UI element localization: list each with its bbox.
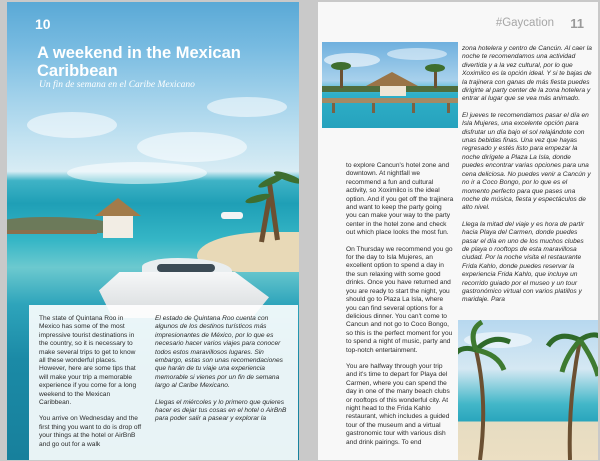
paragraph: On Thursday we recommend you go for the day to Isla Mujeres, an excellent option to spend a day in the sun relaxing with some good drinks. Once you have returned and you are ready to start the night, you should go to Plaza La Isla, where you can find several options for a delicious dinner. You can't come to Cancun and not go to Coco Bongo, so this is the perfect moment for you to spend a night of music, party and top-notch entertainment. <box>346 245 453 354</box>
article-subtitle: Un fin de semana en el Caribe Mexicano <box>39 80 195 90</box>
paragraph: The state of Quintana Roo in Mexico has some of the most impressive tourist destinations in the country, so it is necessary to make several trips to get to know all these wonderful places. However, here are some tips that will make your trip a memorable experience if you come for a long weekend to the Mexican Caribbean. <box>39 315 137 407</box>
paragraph: El jueves te recomendamos pasar el día en Isla Mujeres, una excelente opción para disfrutar un día bajo el sol relajándote con unas bebidas finas. Una vez que hayas regresado y estés listo para empezar la noche dirígete a Plaza La Isla, donde puedes encontrar varias opciones para una cena deliciosa. No puedes venir a Cancún y no ir a Coco Bongo, por lo que es el momento perfecto para que pases una noche de música, fiesta y espectáculos de alto nivel. <box>462 111 591 212</box>
paragraph: You are halfway through your trip and it's time to depart for Playa del Carmen, where you can spend the day in one of the many beach clubs or rooftops of this wonderful city. At night head to the Frida Kahlo restaurant, which includes a guided tour of the museum and a virtual gastronomic tour with various dish and drink pairings. To end <box>346 362 450 446</box>
paragraph: You arrive on Wednesday and the first thing you want to do is drop off your things at the hotel or AirBnB and go out for a walk <box>39 415 142 448</box>
paragraph: El estado de Quintana Roo cuenta con algunos de los destinos turísticos más impresionantes de México, por lo que es necesario hacer varios viajes para conocer todos estos maravillosos lugares. Sin embargo, estas son unas recomendaciones que harán de tu viaje una experiencia memorable si vienes por un fin de semana largo al Caribe Mexicano. <box>155 315 283 390</box>
page-number: 11 <box>570 16 584 31</box>
paragraph: zona hotelera y centro de Cancún. Al caer la noche te recomendamos una actividad divertida y a la vez cultural, por lo que Xoximilco es la opción ideal. Y si te bajas de la trajinera con ganas de más fiesta puedes dirigirte al party center de la zona hotelera y entrar al lugar que se vea más animado. <box>462 45 592 103</box>
paragraph: Llega la mitad del viaje y es hora de partir hacia Playa del Carmen, donde puedes pasar el día en uno de los muchos clubes de playa o rooftops de esta maravillosa ciudad. Por la noche visita el restaurante Frida Kahlo, donde puedes reservar la experiencia Frida Kahlo, que incluye un recorrido guiado por el museo y un tour gastronómico virtual con varios platillos y maridaje. Para <box>462 220 585 304</box>
intro-text-box <box>29 305 298 460</box>
english-column <box>39 315 143 457</box>
paragraph: Llegas el miércoles y lo primero que quieres hacer es dejar tus cosas en el hotel o AirBnB para poder salir a pasear y explorar la <box>155 398 287 423</box>
pier-photo <box>322 42 458 128</box>
spanish-column <box>155 315 287 432</box>
paragraph: to explore Cancun's hotel zone and downtown. At nightfall we recommend a fun and cultural activity, so Xoximilco is the ideal option. And if you get off the trajinera and want to keep the party going you can make your way to the party center in the hotel zone and check out which place looks the most fun. <box>346 162 454 237</box>
left-page <box>7 2 299 460</box>
spanish-column <box>462 45 592 313</box>
beach-palms-photo <box>458 320 598 460</box>
right-page <box>318 2 598 460</box>
page-number: 10 <box>35 16 51 32</box>
article-title: A weekend in the Mexican Caribbean <box>37 44 241 80</box>
section-hashtag: #Gaycation <box>495 17 554 29</box>
english-column <box>346 162 454 455</box>
